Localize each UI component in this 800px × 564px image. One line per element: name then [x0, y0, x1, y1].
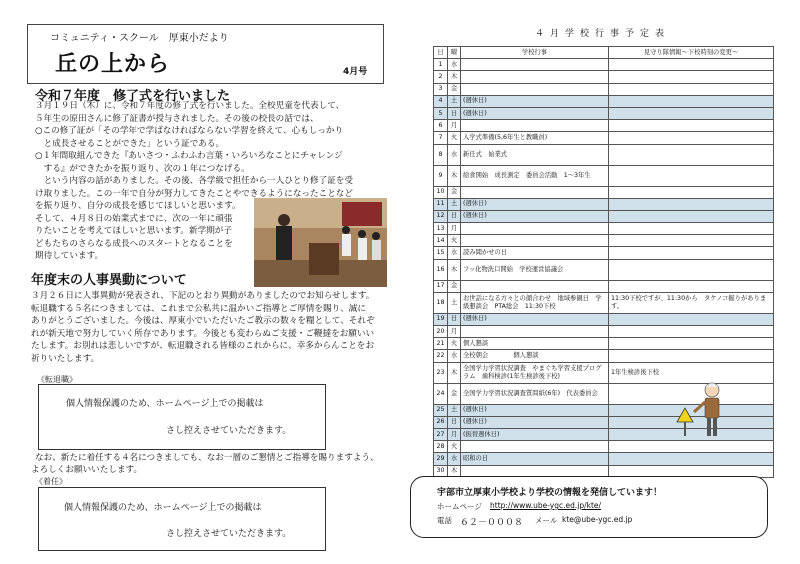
article1-line: を振り返り、自分の成長を感じてほしいと思います。	[35, 201, 241, 211]
schedule-event-cell: 全国学力学習状況調査 やまぐち学習支援プログラム 歯科検診(1年生検診後下校)	[461, 362, 609, 383]
schedule-row	[434, 441, 774, 453]
schedule-day-cell: 17	[434, 280, 448, 292]
crossing-guard-illustration	[674, 378, 734, 440]
schedule-watch-cell	[609, 59, 774, 71]
schedule-watch-cell	[609, 132, 774, 144]
ceremony-photo	[254, 198, 387, 287]
schedule-watch-cell: 11:30下校ですが、11:30から タケノコ掘りがあります。	[609, 292, 774, 313]
schedule-watch-cell	[609, 120, 774, 132]
schedule-dow-cell: 火	[448, 132, 461, 144]
schedule-event-cell	[461, 83, 609, 95]
article2-body	[31, 290, 396, 365]
newsletter-subtitle: コミュニティ・スクール 厚東小だより	[50, 33, 229, 44]
schedule-dow-cell: 木	[448, 259, 461, 280]
schedule-row	[434, 59, 774, 71]
schedule-watch-cell	[609, 95, 774, 107]
schedule-dow-cell: 月	[448, 428, 461, 440]
newsletter-title: 丘の上から	[55, 52, 171, 77]
schedule-dow-cell: 火	[448, 338, 461, 350]
schedule-event-cell	[461, 223, 609, 235]
schedule-day-cell: 25	[434, 404, 448, 416]
schedule-row	[434, 83, 774, 95]
schedule-dow-cell: 木	[448, 71, 461, 83]
new-staff-line1: なお、新たに着任する４名につきましても、なお一層のご懇情とご指導を賜りますよう、	[35, 453, 379, 463]
schedule-day-cell: 7	[434, 132, 448, 144]
schedule-event-cell	[461, 59, 609, 71]
schedule-day-cell: 8	[434, 144, 448, 165]
schedule-watch-cell	[609, 186, 774, 198]
schedule-event-cell: (週休日)	[461, 404, 609, 416]
schedule-row	[434, 107, 774, 119]
schedule-dow-cell: 日	[448, 313, 461, 325]
article1-line: どもたちのさらなる成長へのスタートとなることを	[35, 238, 233, 249]
schedule-dow-cell: 日	[448, 416, 461, 428]
schedule-event-cell: お世話になる方々との顔合わせ 地域参観日 学級懇談会 PTA総会 11:30下校	[461, 292, 609, 313]
schedule-row	[434, 132, 774, 144]
schedule-day-cell: 3	[434, 83, 448, 95]
schedule-dow-cell: 木	[448, 465, 461, 477]
schedule-day-cell: 24	[434, 383, 448, 404]
retire-privacy-line2: さし控えさせていただきます。	[166, 426, 292, 436]
schedule-watch-cell	[609, 280, 774, 292]
schedule-event-cell: 入学式準備(5,6年生と教職員)	[461, 132, 609, 144]
schedule-day-cell: 29	[434, 453, 448, 465]
mail-address[interactable]: kte@ube-ygc.ed.jp	[562, 515, 633, 524]
schedule-event-cell	[461, 441, 609, 453]
schedule-day-cell: 16	[434, 259, 448, 280]
info-title: 宇部市立厚東小学校より学校の情報を発信しています！	[437, 488, 663, 498]
schedule-watch-cell	[609, 259, 774, 280]
schedule-day-cell: 12	[434, 210, 448, 222]
schedule-event-cell: 全校朝会 個人懇談	[461, 350, 609, 362]
retire-privacy-line1: 個人情報保護のため、ホームページ上での掲載は	[66, 399, 264, 409]
schedule-watch-cell	[609, 338, 774, 350]
schedule-day-cell: 5	[434, 107, 448, 119]
schedule-event-cell: 全国学力学習状況調査質問紙(6年) 代表委員会	[461, 383, 609, 404]
schedule-day-cell: 4	[434, 95, 448, 107]
schedule-dow-cell: 金	[448, 383, 461, 404]
schedule-event-cell: 新任式 始業式	[461, 144, 609, 165]
article2-line: 祈りいたします。	[31, 353, 100, 364]
schedule-dow-cell: 月	[448, 120, 461, 132]
arrive-privacy-box	[38, 487, 326, 551]
schedule-day-cell: 19	[434, 313, 448, 325]
schedule-row	[434, 338, 774, 350]
schedule-row	[434, 95, 774, 107]
schedule-watch-cell	[609, 326, 774, 338]
issue-month: 4月号	[343, 67, 368, 77]
arrive-privacy-line2: さし控えさせていただきます。	[166, 529, 292, 539]
article1-line: そして、４月８日の始業式までに、次の一年に頑張	[35, 213, 233, 224]
article1-heading: 令和７年度 修了式を行いました	[35, 89, 231, 104]
schedule-dow-cell: 日	[448, 107, 461, 119]
article1-line: りたいことを考えてほしいと思います。新学期が子	[35, 226, 232, 236]
schedule-day-cell: 13	[434, 223, 448, 235]
schedule-dow-cell: 金	[448, 83, 461, 95]
col-watch: 見守り隊情報～下校時刻の変更～	[609, 47, 774, 59]
hp-link[interactable]: http://www.ube-ygc.ed.jp/kte/	[490, 501, 602, 510]
schedule-row	[434, 71, 774, 83]
article1-line: 期待しています。	[35, 251, 104, 261]
schedule-event-cell: (週休日)	[461, 416, 609, 428]
arrive-label: 《着任》	[35, 477, 67, 486]
schedule-row	[434, 313, 774, 325]
schedule-day-cell: 27	[434, 428, 448, 440]
schedule-dow-cell: 水	[448, 247, 461, 259]
schedule-day-cell: 2	[434, 71, 448, 83]
schedule-row	[434, 453, 774, 465]
schedule-day-cell: 11	[434, 198, 448, 210]
schedule-event-cell: 昭和の日	[461, 453, 609, 465]
schedule-watch-cell	[609, 165, 774, 186]
col-day: 日	[434, 47, 448, 59]
schedule-dow-cell: 火	[448, 441, 461, 453]
schedule-watch-cell	[609, 198, 774, 210]
schedule-event-cell: (週休日)	[461, 198, 609, 210]
schedule-watch-cell	[609, 210, 774, 222]
retire-privacy-box	[38, 384, 326, 450]
schedule-day-cell: 28	[434, 441, 448, 453]
article1-line: け取りました。この一年で自分が努力してきたことやできるようになったことなど	[35, 188, 353, 199]
schedule-dow-cell: 水	[448, 350, 461, 362]
schedule-row	[434, 326, 774, 338]
schedule-day-cell: 23	[434, 362, 448, 383]
schedule-event-cell: 給食開始 成長測定 委員会活動 1～3年生	[461, 165, 609, 186]
schedule-day-cell: 9	[434, 165, 448, 186]
schedule-event-cell: (週休日)	[461, 210, 609, 222]
schedule-event-cell	[461, 71, 609, 83]
schedule-dow-cell: 火	[448, 235, 461, 247]
schedule-row	[434, 210, 774, 222]
arrive-privacy-line1: 個人情報保護のため、ホームページ上での掲載は	[64, 503, 262, 513]
col-event: 学校行事	[461, 47, 609, 59]
article2-line: ３月２６日に人事異動が発表され、下記のとおり異動がありましたのでお知らせします。	[31, 291, 375, 301]
schedule-event-cell: (週休日)	[461, 95, 609, 107]
schedule-day-cell: 1	[434, 59, 448, 71]
mail-label: メール	[535, 516, 558, 525]
schedule-day-cell: 21	[434, 338, 448, 350]
schedule-dow-cell: 土	[448, 292, 461, 313]
schedule-event-cell	[461, 280, 609, 292]
schedule-row	[434, 165, 774, 186]
new-staff-line2: よろしくお願いいたします。	[31, 465, 143, 475]
schedule-day-cell: 20	[434, 326, 448, 338]
schedule-day-cell: 6	[434, 120, 448, 132]
article1-line: ○この修了証が「その学年で学ばなければならない学習を終えて、心もしっかり	[35, 126, 344, 136]
schedule-dow-cell: 水	[448, 453, 461, 465]
article2-line: れが新天地で努力していく所存であります。今後とも変わらぬご支援・ご鞭撻をお願いい	[31, 328, 375, 339]
schedule-row	[434, 280, 774, 292]
schedule-event-cell: (週休日)	[461, 107, 609, 119]
schedule-dow-cell: 木	[448, 165, 461, 186]
schedule-dow-cell: 土	[448, 95, 461, 107]
schedule-dow-cell: 月	[448, 223, 461, 235]
schedule-day-cell: 22	[434, 350, 448, 362]
schedule-day-cell: 18	[434, 292, 448, 313]
schedule-day-cell: 14	[434, 235, 448, 247]
article1-line: ５年生の原田さんに修了証書が授与されました。その後の校長の話では、	[35, 113, 319, 124]
tel-label: 電話	[437, 516, 452, 525]
schedule-event-cell	[461, 186, 609, 198]
schedule-dow-cell: 日	[448, 210, 461, 222]
schedule-watch-cell	[609, 83, 774, 95]
schedule-watch-cell: 1年生検診後下校	[609, 362, 774, 383]
article2-line: 転退職する５名につきましては、これまで公私共に温かいご指導とご厚情を賜り、誠に	[31, 303, 366, 314]
schedule-day-cell: 15	[434, 247, 448, 259]
schedule-event-cell: (週休日)	[461, 313, 609, 325]
article2-line: ありがとうございました。今後は、厚東小でいただいたご教示の数々を糧として、それぞ	[31, 316, 375, 326]
schedule-row	[434, 186, 774, 198]
article1-line: ３月１９日（木）に、令和７年度の修了式を行いました。全校児童を代表して、	[35, 101, 345, 111]
schedule-watch-cell	[609, 313, 774, 325]
article1-line: ○１年間取組んできた『あいさつ・ふわふわ言葉・いろいろなことにチャレンジ	[35, 151, 343, 161]
schedule-header-row	[434, 47, 774, 59]
schedule-watch-cell	[609, 247, 774, 259]
schedule-row	[434, 292, 774, 313]
article2-heading: 年度末の人事異動について	[31, 273, 187, 288]
schedule-day-cell: 26	[434, 416, 448, 428]
schedule-watch-cell	[609, 441, 774, 453]
schedule-dow-cell: 水	[448, 59, 461, 71]
schedule-event-cell	[461, 120, 609, 132]
schedule-row	[434, 350, 774, 362]
schedule-event-cell: フッ化物洗口開始 学校運営協議会	[461, 259, 609, 280]
schedule-event-cell: 個人懇談	[461, 338, 609, 350]
schedule-dow-cell: 土	[448, 198, 461, 210]
schedule-row	[434, 198, 774, 210]
schedule-event-cell: (振替週休日)	[461, 428, 609, 440]
schedule-watch-cell	[609, 223, 774, 235]
retire-label: 《転退職》	[37, 375, 77, 384]
schedule-title: ４月学校行事予定表	[535, 29, 671, 39]
article1-line: する』ができたかを振り返り、次の１年につなげる。	[35, 163, 250, 174]
schedule-event-cell: 読み聞かせの日	[461, 247, 609, 259]
schedule-day-cell: 10	[434, 186, 448, 198]
schedule-watch-cell	[609, 453, 774, 465]
schedule-event-cell	[461, 235, 609, 247]
article1-line: という内容の話がありました。その後、各学級で担任から一人ひとり修了証を受	[35, 176, 353, 186]
schedule-row	[434, 144, 774, 165]
schedule-dow-cell: 水	[448, 144, 461, 165]
schedule-watch-cell	[609, 235, 774, 247]
schedule-row	[434, 223, 774, 235]
col-dow: 曜	[448, 47, 461, 59]
schedule-watch-cell	[609, 107, 774, 119]
schedule-dow-cell: 月	[448, 326, 461, 338]
schedule-row	[434, 235, 774, 247]
schedule-row	[434, 259, 774, 280]
schedule-dow-cell: 木	[448, 362, 461, 383]
hp-label: ホームページ	[437, 502, 482, 511]
schedule-watch-cell	[609, 71, 774, 83]
tel-number: ６２－０００８	[460, 518, 524, 528]
schedule-dow-cell: 土	[448, 404, 461, 416]
schedule-dow-cell: 金	[448, 280, 461, 292]
schedule-row	[434, 247, 774, 259]
schedule-watch-cell	[609, 350, 774, 362]
schedule-watch-cell	[609, 144, 774, 165]
schedule-day-cell: 30	[434, 465, 448, 477]
schedule-row	[434, 120, 774, 132]
article1-line: と成長させることができた」という証である。	[35, 138, 225, 149]
schedule-event-cell	[461, 326, 609, 338]
schedule-dow-cell: 金	[448, 186, 461, 198]
article2-line: たします。お別れは悲しいですが、転退職される皆様のこれからに、幸多からんことをお	[31, 341, 375, 351]
